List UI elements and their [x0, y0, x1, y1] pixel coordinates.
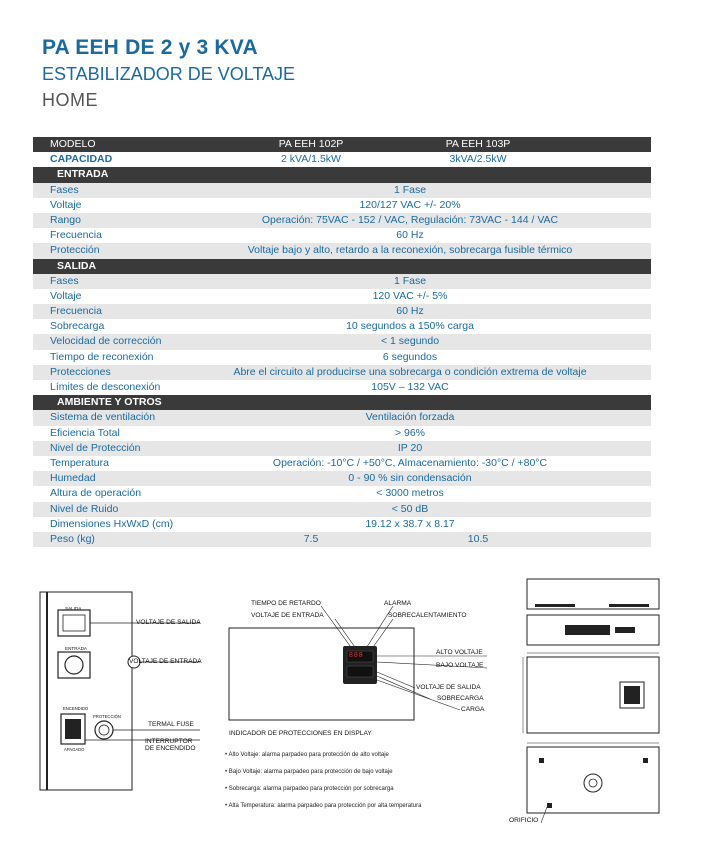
spec-label: Humedad — [50, 472, 96, 485]
spec-label: Voltaje — [50, 289, 82, 302]
spec-row — [33, 380, 651, 395]
spec-row — [33, 213, 651, 228]
spec-row — [33, 274, 651, 289]
spec-value: 120/127 VAC +/- 20% — [359, 198, 461, 211]
spec-row — [33, 517, 651, 532]
spec-label: Nivel de Ruido — [50, 502, 119, 515]
dimension-diagram — [505, 575, 680, 830]
label-voltaje-entrada: VOLTAJE DE ENTRADA — [251, 612, 324, 619]
entrada-tag: ENTRADA — [65, 646, 87, 651]
spec-value: 1 Fase — [393, 274, 427, 287]
spec-label: Nivel de Protección — [50, 441, 141, 454]
spec-value: Operación: -10°C / +50°C, Almacenamiento: -30°C / +80°C — [272, 456, 548, 469]
spec-row — [33, 426, 651, 441]
model-2: PA EEH 103P — [445, 138, 511, 150]
entrada-title: ENTRADA — [57, 168, 109, 181]
note-alta-temperatura: • Alta Temperatura: alarma parpadeo para protección por alta temperatura — [225, 803, 422, 809]
spec-value: < 50 dB — [391, 502, 429, 515]
spec-value: 6 segundos — [382, 350, 438, 363]
spec-label: Frecuencia — [50, 229, 102, 242]
note-sobrecarga: • Sobrecarga: alarma parpadeo para protección por sobrecarga — [225, 786, 394, 792]
note-alto-voltaje: • Alto Voltaje: alarma parpadeo para protección de alto voltaje — [225, 752, 389, 758]
product-category: HOME — [42, 90, 98, 110]
spec-value: Operación: 75VAC - 152 / VAC, Regulación: 73VAC - 144 / VAC — [261, 213, 559, 226]
spec-row — [33, 183, 651, 198]
callout-de-encendido: DE ENCENDIDO — [145, 745, 196, 752]
spec-row — [33, 502, 651, 517]
spec-value: > 96% — [394, 426, 426, 439]
spec-value: 1 Fase — [393, 183, 427, 196]
spec-row — [33, 410, 651, 425]
apagado-tag: APAGADO — [64, 747, 85, 752]
callout-termal-fuse: TERMAL FUSE — [148, 721, 194, 728]
spec-label: Dimensiones HxWxD (cm) — [50, 517, 174, 530]
spec-value: < 1 segundo — [380, 335, 440, 348]
spec-row — [33, 289, 651, 304]
salida-tag: SALIDA — [65, 606, 82, 611]
label-sobrecalentamiento: SOBRECALENTAMIENTO — [388, 612, 467, 619]
spec-row — [33, 441, 651, 456]
spec-label: Velocidad de corrección — [50, 335, 162, 348]
spec-label: Protección — [50, 244, 100, 257]
spec-row — [33, 471, 651, 486]
model-label: MODELO — [50, 138, 96, 150]
spec-label: Tiempo de reconexión — [50, 350, 154, 363]
spec-label: Voltaje — [50, 198, 82, 211]
label-bajo-voltaje: BAJO VOLTAJE — [436, 662, 484, 669]
spec-label: Altura de operación — [50, 487, 142, 500]
spec-value: 105V – 132 VAC — [371, 381, 449, 393]
salida-header — [33, 259, 651, 274]
capacity-2: 3kVA/2.5kW — [449, 153, 507, 166]
spec-row — [33, 334, 651, 349]
label-sobrecarga: SOBRECARGA — [437, 695, 484, 702]
label-alto-voltaje: ALTO VOLTAJE — [436, 649, 483, 656]
label-tiempo-retardo: TIEMPO DE RETARDO — [251, 600, 321, 607]
spec-value: Voltaje bajo y alto, retardo a la reconexión, sobrecarga fusible térmico — [247, 244, 573, 257]
model-row — [33, 137, 651, 152]
callout-interruptor: INTERRUPTOR — [145, 738, 193, 745]
spec-value: 19.12 x 38.7 x 8.17 — [365, 517, 455, 530]
spec-label: Sobrecarga — [50, 320, 105, 333]
spec-value: 120 VAC +/- 5% — [372, 289, 448, 302]
spec-label: Protecciones — [50, 365, 111, 378]
spec-label: Límites de desconexión — [50, 381, 161, 393]
salida-title: SALIDA — [57, 259, 97, 272]
spec-value: < 3000 metros — [376, 487, 444, 500]
spec-row — [33, 228, 651, 243]
indicator-title: INDICADOR DE PROTECCIONES EN DISPLAY — [229, 730, 372, 737]
label-orificio: ORIFICIO — [509, 817, 539, 824]
label-voltaje-salida: VOLTAJE DE SALIDA — [416, 684, 481, 691]
spec-value: 0 - 90 % sin condensación — [348, 472, 472, 485]
spec-row — [33, 304, 651, 319]
encendido-tag: ENCENDIDO — [63, 706, 89, 711]
spec-row — [33, 198, 651, 213]
callout-voltaje-entrada: VOLTAJE DE ENTRADA — [129, 658, 202, 665]
spec-row — [33, 319, 651, 334]
spec-row — [33, 243, 651, 258]
spec-value: Ventilación forzada — [365, 411, 455, 424]
spec-label: Fases — [50, 274, 79, 287]
proteccion-tag: PROTECCIÓN — [93, 714, 121, 719]
model-1: PA EEH 102P — [278, 138, 344, 150]
weight-row — [33, 532, 651, 547]
spec-value: IP 20 — [397, 441, 423, 454]
spec-label: Fases — [50, 183, 79, 196]
ambiente-header — [33, 395, 651, 410]
spec-label: Eficiencia Total — [50, 426, 120, 439]
capacity-label: CAPACIDAD — [50, 153, 113, 166]
display-value: 888 — [349, 652, 364, 659]
spec-table — [33, 137, 651, 547]
label-carga: CARGA — [461, 706, 485, 713]
label-alarma: ALARMA — [384, 600, 412, 607]
spec-label: Frecuencia — [50, 305, 102, 318]
product-subtitle: ESTABILIZADOR DE VOLTAJE — [42, 64, 296, 84]
spec-value: 60 Hz — [396, 229, 424, 242]
spec-label: Rango — [50, 213, 81, 226]
capacity-1: 2 kVA/1.5kW — [281, 153, 341, 166]
weight-label: Peso (kg) — [50, 532, 95, 545]
spec-value: Abre el circuito al producirse una sobrecarga o condición extrema de voltaje — [233, 365, 587, 378]
entrada-header — [33, 167, 651, 182]
spec-value: 10 segundos a 150% carga — [346, 320, 474, 333]
product-title: PA EEH DE 2 y 3 KVA — [42, 36, 258, 59]
spec-row — [33, 456, 651, 471]
note-bajo-voltaje: • Bajo Voltaje: alarma parpadeo para protección de bajo voltaje — [225, 769, 393, 775]
spec-label: Sistema de ventilación — [50, 411, 156, 424]
spec-row — [33, 350, 651, 365]
weight-2: 10.5 — [467, 532, 489, 545]
spec-row — [33, 486, 651, 501]
callout-voltaje-salida: VOLTAJE DE SALIDA — [136, 619, 201, 626]
spec-label: Temperatura — [50, 456, 109, 469]
spec-value: 60 Hz — [396, 305, 424, 318]
capacity-row — [33, 152, 651, 167]
spec-row — [33, 365, 651, 380]
ambiente-title: AMBIENTE Y OTROS — [57, 396, 162, 409]
weight-1: 7.5 — [303, 532, 319, 545]
